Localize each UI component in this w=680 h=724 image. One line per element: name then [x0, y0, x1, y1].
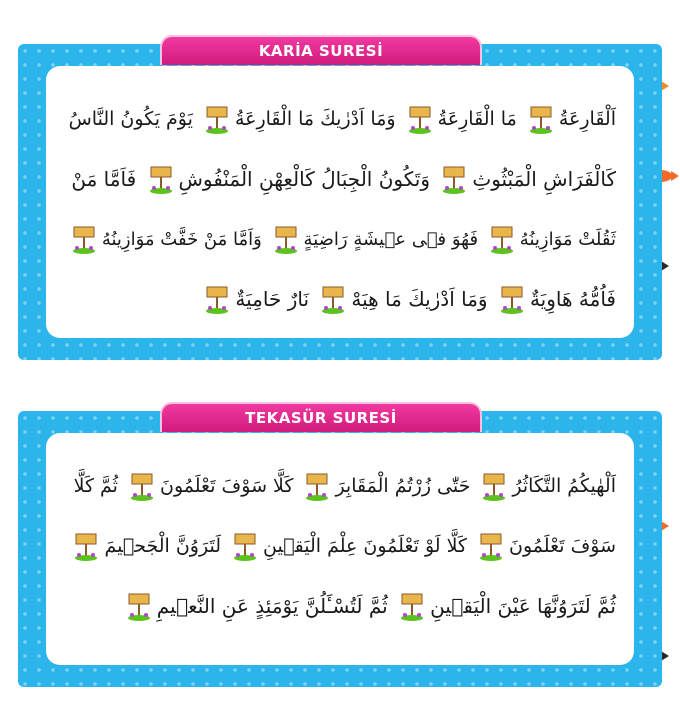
verse: فَهُوَ فٖى عٖيشَةٍ رَاضِيَةٍ	[303, 228, 479, 250]
verse: كَلَّا سَوْفَ تَعْلَمُونَ	[160, 475, 294, 497]
verse-sign-icon	[400, 591, 424, 621]
verse: وَمَا اَدْرٰيكَ مَا الْقَارِعَةُ	[234, 108, 396, 130]
verse: كَالْفَرَاشِ الْمَبْثُوثِ	[472, 167, 616, 191]
verse-line	[62, 591, 618, 621]
text-panel	[46, 433, 634, 665]
verse: فَاَمَّا مَنْ	[71, 167, 137, 191]
verse: مَا الْقَارِعَةُ	[437, 108, 517, 130]
verse-sign-icon	[490, 224, 514, 254]
verse: ثُمَّ كَلَّا	[73, 475, 118, 497]
surah-title-karia: KARİA SURESİ	[160, 35, 482, 65]
verse: كَلَّا لَوْ تَعْلَمُونَ عِلْمَ الْيَقٖينِ	[263, 535, 467, 557]
verse: نَارٌ حَامِيَةٌ	[235, 287, 310, 311]
verse: وَاَمَّا مَنْ خَفَّتْ مَوَازِينُهُ	[101, 228, 262, 250]
verse-sign-icon	[321, 284, 345, 314]
verse: يَوْمَ يَكُونُ النَّاسُ	[68, 108, 193, 130]
verse-sign-icon	[305, 471, 329, 501]
verse-sign-icon	[130, 471, 154, 501]
verse: حَتّٰى زُرْتُمُ الْمَقَابِرَ	[335, 475, 471, 497]
verse-line	[62, 104, 618, 134]
verse: سَوْفَ تَعْلَمُونَ	[509, 535, 616, 557]
verse: وَمَا اَدْرٰيكَ مَا هِيَهْ	[351, 287, 488, 311]
verse: اَلْقَارِعَةُ	[558, 108, 616, 130]
verse-sign-icon	[442, 164, 466, 194]
verse-sign-icon	[482, 471, 506, 501]
verse-sign-icon	[205, 284, 229, 314]
verse: اَلْهٰيكُمُ التَّكَاثُرُ	[512, 475, 616, 497]
verse-sign-icon	[408, 104, 432, 134]
verse-sign-icon	[149, 164, 173, 194]
surah-title-tekasur: TEKASÜR SURESİ	[160, 402, 482, 432]
verse-sign-icon	[205, 104, 229, 134]
surah-card-tekasur	[18, 411, 662, 687]
verse-line	[62, 164, 618, 194]
verse: وَتَكُونُ الْجِبَالُ كَالْعِهْنِ الْمَنْفُوشِ	[178, 167, 430, 191]
verse: ثُمَّ لَتَرَوُنَّهَا عَيْنَ الْيَقٖينِ	[430, 594, 616, 618]
verse-line	[62, 284, 618, 314]
verse-sign-icon	[274, 224, 298, 254]
verse-sign-icon	[479, 531, 503, 561]
text-panel	[46, 66, 634, 338]
verse-sign-icon	[72, 224, 96, 254]
verse-sign-icon	[500, 284, 524, 314]
verse: ثَقُلَتْ مَوَازِينُهُ	[519, 228, 616, 250]
verse-line	[62, 224, 618, 254]
verse-sign-icon	[529, 104, 553, 134]
verse-line	[62, 531, 618, 561]
verse-sign-icon	[74, 531, 98, 561]
verse-sign-icon	[127, 591, 151, 621]
verse: لَتَرَوُنَّ الْجَحٖيمَ	[104, 535, 221, 557]
surah-card-karia	[18, 44, 662, 360]
verse: ثُمَّ لَتُسْـَٔلُنَّ يَوْمَئِذٍ عَنِ النَّعٖيمِ	[156, 594, 388, 618]
verse: فَاُمُّهُ هَاوِيَةٌ	[529, 287, 616, 311]
verse-line	[62, 471, 618, 501]
verse-sign-icon	[233, 531, 257, 561]
